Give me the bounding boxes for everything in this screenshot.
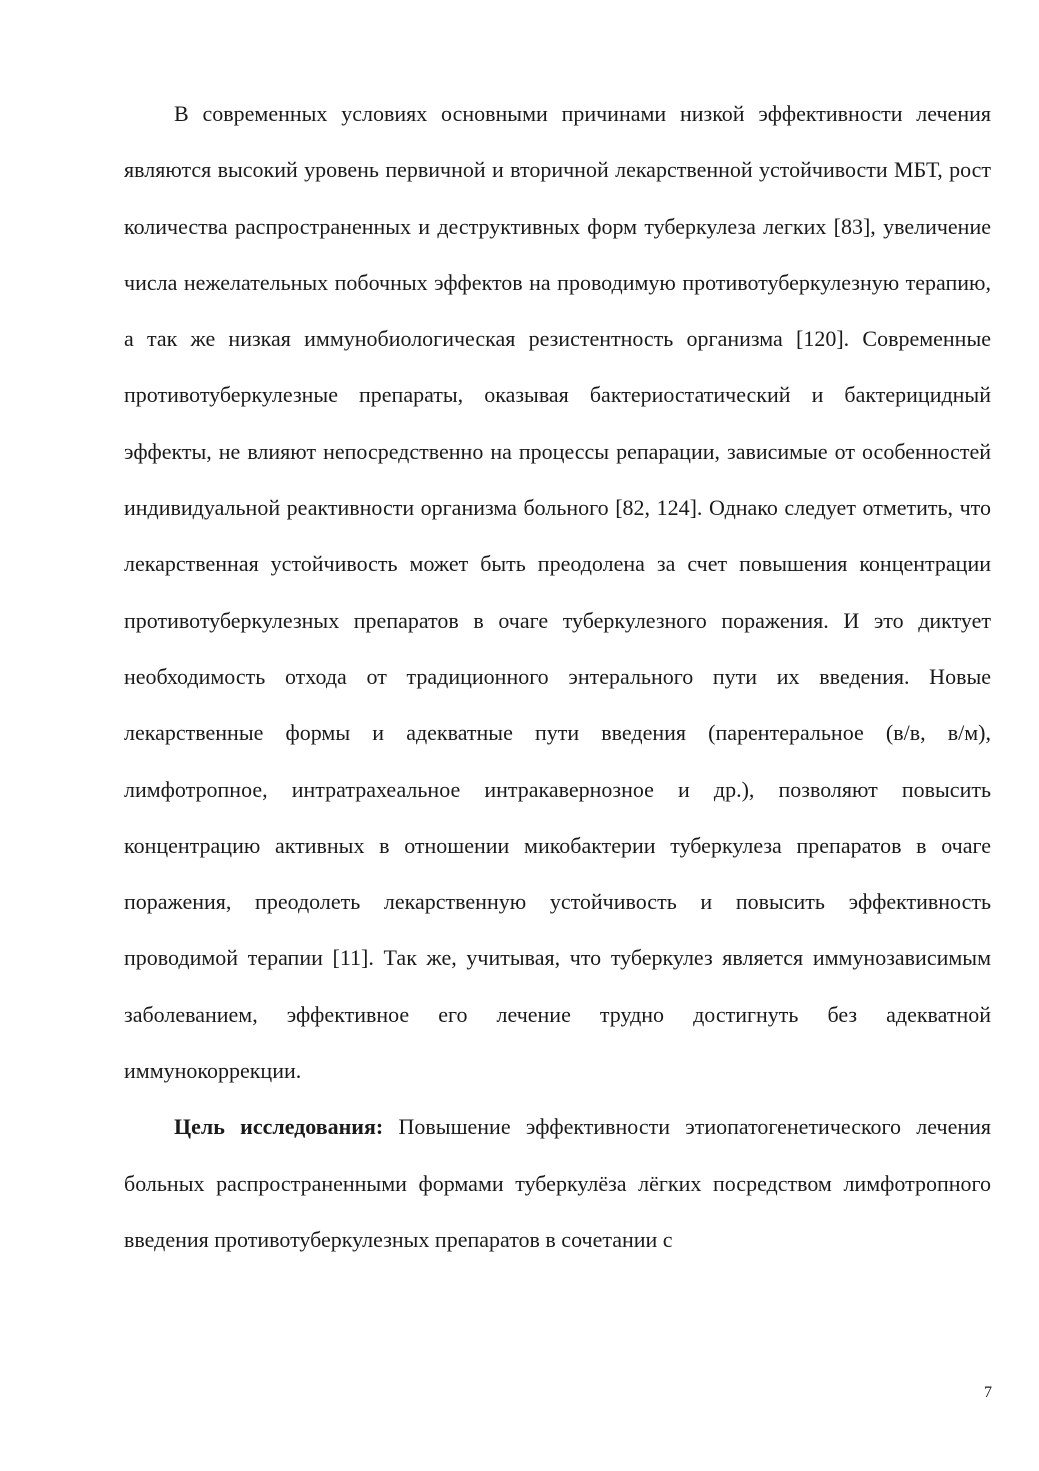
body-text [124,86,991,1268]
page-number: 7 [984,1384,992,1401]
paragraph-goal [124,1099,991,1268]
goal-label: Цель исследования: [174,1114,384,1140]
goal-text: Повышение эффективности этиопатогенетического лечения больных распространенными формами туберкулёза лёгких посредством лимфотропного введения противотуберкулезных препаратов в сочетании с [124,1114,992,1252]
paragraph-intro [124,86,991,1099]
paragraph-intro-text: В современных условиях основными причинами низкой эффективности лечения являются высокий уровень первичной и вторичной лекарственной устойчивости МБТ, рост количества распространенных и деструктивных форм туберкулеза легких [83], увеличение числа нежелательных побочных эффектов на проводимую противотуберкулезную терапию, а так же низкая иммунобиологическая резистентность организма [120]. Современные противотуберкулезные препараты, оказывая бактериостатический и бактерицидный эффекты, не влияют непосредственно на процессы репарации, зависимые от особенностей индивидуальной реактивности организма больного [82, 124]. Однако следует отметить, что лекарственная устойчивость может быть преодолена за счет повышения концентрации противотуберкулезных препаратов в очаге туберкулезного поражения. И это диктует необходимость отхода от традиционного энтерального пути их введения. Новые лекарственные формы и адекватные пути введения (парентеральное (в/в, в/м), лимфотропное, интратрахеальное интракавернозное и др.), позволяют повысить концентрацию активных в отношении микобактерии туберкулеза препаратов в очаге поражения, преодолеть лекарственную устойчивость и повысить эффективность проводимой терапии [11]. Так же, учитывая, что туберкулез является иммунозависимым заболеванием, эффективное его лечение трудно достигнуть без адекватной иммунокоррекции. [124,101,991,1084]
